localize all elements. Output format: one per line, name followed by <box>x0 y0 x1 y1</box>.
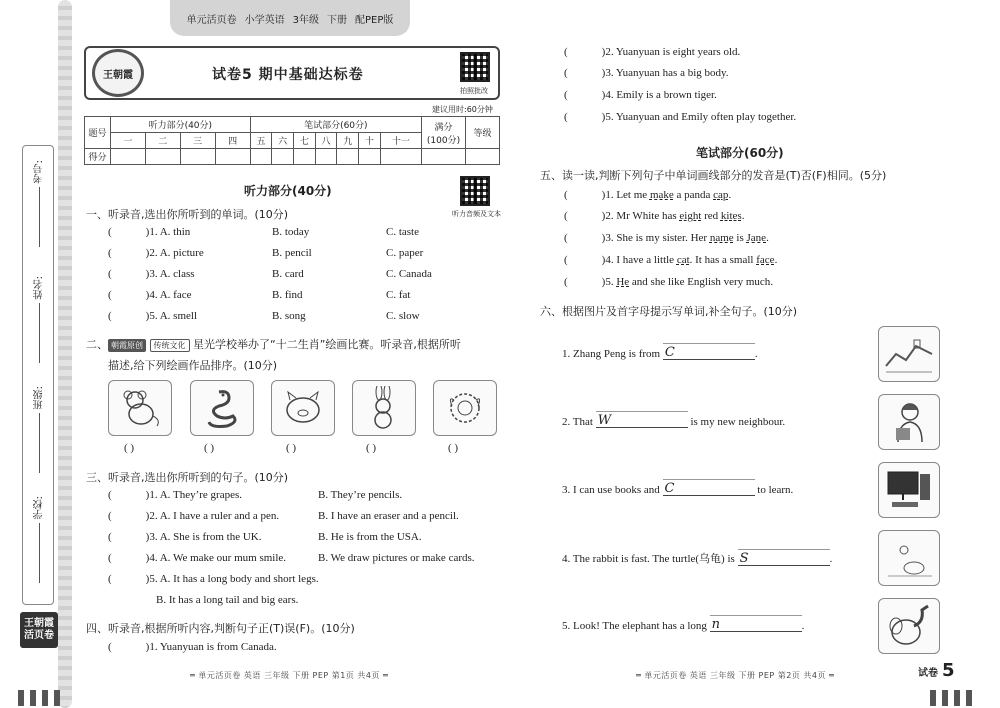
q4-item: ( )5. Yuanyuan and Emily often play together. <box>564 111 797 123</box>
footer-left: ═ 单元活页卷 英语 三年级 下册 PEP 第1页 共4页 ═ <box>190 671 389 680</box>
turtle-rabbit-picture <box>878 530 940 586</box>
computer-picture <box>878 462 940 518</box>
paper-number-badge: 试卷 5 <box>918 660 955 681</box>
q2-title: 二、 朝霞原创 传统文化 星光学校举办了“十二生肖”绘画比赛。听录音,根据所听 <box>86 338 461 351</box>
class-field: 班级: <box>23 386 55 473</box>
audio-qr-caption: 听力音频及文本 <box>452 210 501 218</box>
q6-item-1: 1. Zhang Peng is from C . <box>562 345 758 360</box>
qr-code-icon[interactable] <box>460 52 490 82</box>
q1-title: 一、听录音,选出你所听到的单词。(10分) <box>86 208 289 221</box>
q5-title: 五、读一读,判断下列句子中单词画线部分的发音是(T)否(F)相同。(5分) <box>540 169 887 182</box>
q5-item: ( )1. Let me make a panda cap. <box>564 189 732 201</box>
binding-info-box <box>22 145 54 605</box>
q1-item: ( )3. A. class B. card C. Canada <box>108 268 432 280</box>
grade-label: 3年级 <box>292 14 319 26</box>
audio-qr-icon[interactable] <box>460 176 490 206</box>
bottom-bars-right <box>930 690 972 706</box>
q2-title-2: 描述,给下列绘画作品排序。(10分) <box>108 359 278 372</box>
answer-line[interactable]: S <box>738 552 830 566</box>
listening-col: 听力部分(40分) <box>111 117 251 133</box>
q5-item: ( )4. I have a little cat. It has a small face. <box>564 254 778 266</box>
name-field: 姓名: <box>23 276 55 363</box>
binding-wave <box>58 0 72 708</box>
answer-line[interactable]: C <box>663 482 755 496</box>
brand-logo: 王朝霞 <box>92 49 144 97</box>
q4-item: ( )3. Yuanyuan has a big body. <box>564 67 729 79</box>
original-badge: 朝霞原创 <box>108 339 146 352</box>
q3-item: ( )5. A. It has a long body and short legs. <box>108 573 319 585</box>
q4-item: ( )1. Yuanyuan is from Canada. <box>108 641 277 653</box>
time-hint: 建议用时:60分钟 <box>432 105 493 114</box>
pig-picture <box>271 380 335 436</box>
q3-title: 三、听录音,选出你所听到的句子。(10分) <box>86 471 289 484</box>
rabbit-picture <box>352 380 416 436</box>
q5-item: ( )2. Mr White has eight red kites. <box>564 210 745 222</box>
snake-answer[interactable]: ( ) <box>204 442 215 454</box>
score-table: 题号 听力部分(40分) 笔试部分(60分) 满分 (100分) 等级 一 二 三 四 五 六 七 八 九 十 十一 得分 <box>84 116 500 165</box>
q1-item: ( )5. A. smell B. song C. slow <box>108 310 420 322</box>
term-label: 下册 <box>326 14 347 26</box>
q4-item: ( )2. Yuanyuan is eight years old. <box>564 46 741 58</box>
writing-col: 笔试部分(60分) <box>250 117 421 133</box>
q3-item: ( )2. A. I have a ruler and a pen. B. I have an eraser and a pencil. <box>108 510 459 522</box>
answer-line[interactable]: W <box>596 414 688 428</box>
qr-caption: 拍照批改 <box>460 87 488 95</box>
snake-picture <box>190 380 254 436</box>
q4-title: 四、听录音,根据所听内容,判断句子正(T)误(F)。(10分) <box>86 622 355 635</box>
writing-heading: 笔试部分(60分) <box>696 146 784 160</box>
q6-item-5: 5. Look! The elephant has a long n . <box>562 617 805 632</box>
footer-right: ═ 单元活页卷 英语 三年级 下册 PEP 第2页 共4页 ═ <box>636 671 835 680</box>
q1-item: ( )1. A. thin B. today C. taste <box>108 226 419 238</box>
pig-answer[interactable]: ( ) <box>286 442 297 454</box>
q5-item: ( )5. He and she like English very much. <box>564 276 774 288</box>
grade-col: 等级 <box>466 117 500 149</box>
series-label: 单元活页卷 <box>186 14 237 26</box>
bottom-bars-left <box>18 690 60 706</box>
full-score-col: 满分 (100分) <box>422 117 466 149</box>
rat-picture <box>108 380 172 436</box>
side-brand-logo: 王朝霞 活页卷 <box>20 612 58 648</box>
row-label: 题号 <box>85 117 111 149</box>
answer-line[interactable]: n <box>710 618 802 632</box>
sheep-answer[interactable]: ( ) <box>448 442 459 454</box>
culture-badge: 传统文化 <box>150 339 190 352</box>
q3-item: ( )3. A. She is from the UK. B. He is from the USA. <box>108 531 422 543</box>
elephant-picture <box>878 598 940 654</box>
q6-item-4: 4. The rabbit is fast. The turtle(乌龟) is S . <box>562 551 833 566</box>
subject-label: 小学英语 <box>244 14 285 26</box>
q3-item: ( )1. A. They’re grapes. B. They’re pencils. <box>108 489 403 501</box>
q1-item: ( )4. A. face B. find C. fat <box>108 289 411 301</box>
q1-item: ( )2. A. picture B. pencil C. paper <box>108 247 424 259</box>
q6-title: 六、根据图片及首字母提示写单词,补全句子。(10分) <box>540 305 798 318</box>
answer-line[interactable]: C <box>663 346 755 360</box>
q5-item: ( )3. She is my sister. Her name is Jane. <box>564 232 769 244</box>
great-wall-picture <box>878 326 940 382</box>
rat-answer[interactable]: ( ) <box>124 442 135 454</box>
woman-reading-picture <box>878 394 940 450</box>
sheep-picture <box>433 380 497 436</box>
page-title: 试卷5 期中基础达标卷 <box>212 67 364 83</box>
rabbit-answer[interactable]: ( ) <box>366 442 377 454</box>
q4-item: ( )4. Emily is a brown tiger. <box>564 89 717 101</box>
school-field: 学校: <box>23 496 55 583</box>
top-banner <box>170 0 410 36</box>
q3-item: ( )4. A. We make our mum smile. B. We draw pictures or make cards. <box>108 552 475 564</box>
q6-item-3: 3. I can use books and C to learn. <box>562 481 794 496</box>
q3-item-extra: B. It has a long tail and big ears. <box>156 594 299 606</box>
edition-label: 配PEP版 <box>354 14 394 26</box>
q6-item-2: 2. That W is my new neighbour. <box>562 413 786 428</box>
listening-heading: 听力部分(40分) <box>244 184 332 198</box>
number-field: 考号: <box>23 160 55 247</box>
score-label: 得分 <box>85 149 111 165</box>
